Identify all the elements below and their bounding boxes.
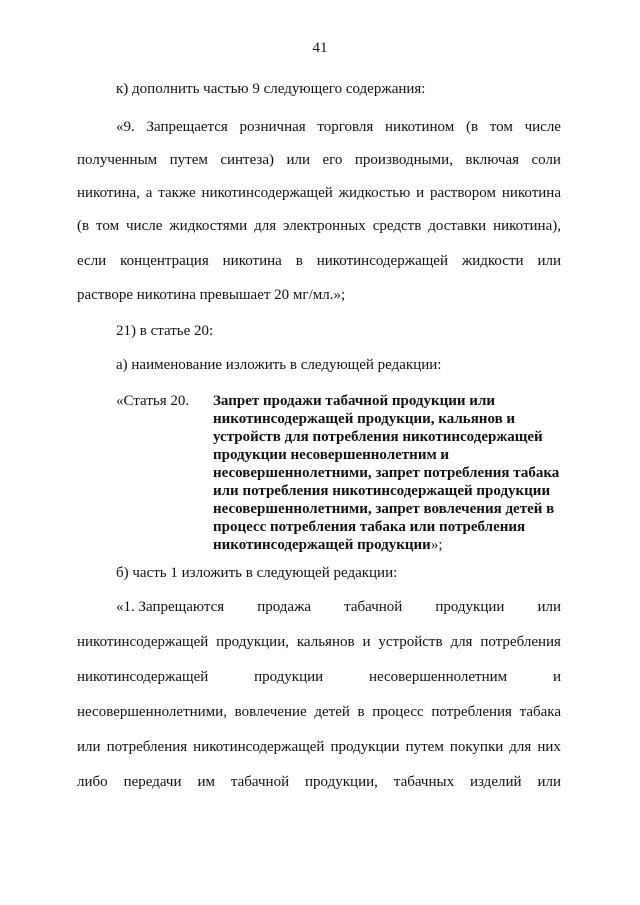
word: продукции, xyxy=(216,634,289,650)
part9-line-5 xyxy=(77,252,561,270)
word: никотинсодержащей xyxy=(193,739,325,755)
word: синтеза) xyxy=(220,152,275,168)
word: никотином xyxy=(385,119,455,135)
word: несовершеннолетними, xyxy=(77,704,227,720)
word: раствором xyxy=(429,185,497,201)
article-title-tail: »; xyxy=(430,537,443,553)
word: и xyxy=(552,669,561,685)
word: «9. xyxy=(116,119,135,135)
word: (в xyxy=(77,218,90,234)
article-title-last-line xyxy=(213,536,563,554)
word: передачи xyxy=(123,774,182,790)
word: путем xyxy=(169,152,208,168)
word: табачной xyxy=(344,599,403,615)
word: жидкостями xyxy=(169,218,248,234)
word: них xyxy=(537,739,561,755)
word: Запрещается xyxy=(146,119,228,135)
word: включая xyxy=(465,152,520,168)
word: для xyxy=(509,739,532,755)
part9-line-4 xyxy=(77,217,561,235)
word: в xyxy=(357,704,365,720)
part1-line-3 xyxy=(77,668,561,686)
word: или xyxy=(537,599,561,615)
article-title-line: несовершеннолетними, запрет вовлечения детей в xyxy=(213,501,555,517)
word: вовлечение xyxy=(234,704,307,720)
word: или xyxy=(286,152,311,168)
word: потребления xyxy=(480,634,561,650)
word: никотина xyxy=(222,253,282,269)
item-21: 21) в статье 20: xyxy=(116,323,214,339)
part9-line-1 xyxy=(116,118,561,136)
word: его xyxy=(322,152,343,168)
word: или xyxy=(77,739,101,755)
part1-line-5 xyxy=(77,738,561,756)
word: никотинсодержащей xyxy=(77,634,209,650)
word: изделий xyxy=(470,774,522,790)
word: табачных xyxy=(393,774,455,790)
word: никотинсодержащей xyxy=(201,185,333,201)
word: розничная xyxy=(239,119,306,135)
part1-line-4 xyxy=(77,703,561,721)
word: продажа xyxy=(257,599,312,615)
article-title-line: несовершеннолетними, запрет потребления табака xyxy=(213,465,560,481)
word: потребления xyxy=(431,704,512,720)
word: а xyxy=(145,185,153,201)
word: (в xyxy=(465,119,479,135)
word: для xyxy=(450,634,473,650)
word: также xyxy=(158,185,196,201)
word: том xyxy=(96,218,120,234)
article-title-line: Запрет продажи табачной продукции или xyxy=(213,393,495,409)
word: торговля xyxy=(317,119,374,135)
word: том xyxy=(489,119,513,135)
word: никотина), xyxy=(493,218,561,234)
word: табака xyxy=(519,704,561,720)
part1-line-2 xyxy=(77,633,561,651)
word: устройств xyxy=(378,634,443,650)
article-title-line: никотинсодержащей продукции, кальянов и xyxy=(213,411,516,427)
article-title xyxy=(213,392,563,554)
word: табачной xyxy=(230,774,290,790)
article-label: «Статья 20. xyxy=(116,393,190,409)
paragraph-k: к) дополнить частью 9 следующего содержания: xyxy=(116,81,426,97)
word: концентрация xyxy=(120,253,209,269)
word: кальянов xyxy=(296,634,355,650)
article-title-last-text: никотинсодержащей продукции xyxy=(213,537,431,553)
article-title-line: процесс потребления табака или потребления xyxy=(213,519,526,535)
word: доставки xyxy=(428,218,487,234)
word: или xyxy=(537,253,561,269)
word: полученным xyxy=(77,152,158,168)
word: никотина xyxy=(501,185,561,201)
word: жидкостью xyxy=(338,185,411,201)
word: никотинсодержащей xyxy=(316,253,448,269)
word: никотинсодержащей xyxy=(77,669,209,685)
word: для xyxy=(254,218,277,234)
word: никотина, xyxy=(77,185,140,201)
word: продукции xyxy=(330,739,400,755)
article-title-line: устройств для потребления никотинсодержащей xyxy=(213,429,543,445)
part1-line-1 xyxy=(116,598,561,616)
word: числе xyxy=(126,218,163,234)
word: продукции xyxy=(435,599,505,615)
word: либо xyxy=(77,774,108,790)
word: потребления xyxy=(106,739,188,755)
part1-line-6 xyxy=(77,773,561,791)
word: электронных xyxy=(283,218,366,234)
word: средств xyxy=(372,218,422,234)
item-a: а) наименование изложить в следующей редакции: xyxy=(116,357,442,373)
part9-last-line: растворе никотина превышает 20 мг/мл.»; xyxy=(77,287,346,303)
word: им xyxy=(197,774,215,790)
word: и xyxy=(416,185,425,201)
word: процесс xyxy=(372,704,424,720)
word: или xyxy=(537,774,561,790)
word: несовершеннолетним xyxy=(368,669,508,685)
word: «1. Запрещаются xyxy=(116,599,225,615)
word: путем xyxy=(405,739,444,755)
word: жидкости xyxy=(461,253,524,269)
word: числе xyxy=(524,119,561,135)
word: в xyxy=(295,253,303,269)
word: продукции, xyxy=(305,774,378,790)
word: детей xyxy=(314,704,350,720)
part9-line-3 xyxy=(77,184,561,202)
article-title-line: или потребления никотинсодержащей продукции xyxy=(213,483,551,499)
word: продукции xyxy=(254,669,324,685)
word: если xyxy=(77,253,107,269)
word: производными, xyxy=(354,152,453,168)
word: соли xyxy=(531,152,561,168)
page-number: 41 xyxy=(312,40,328,56)
word: покупки xyxy=(449,739,504,755)
article-title-line: продукции несовершеннолетним и xyxy=(213,447,450,463)
part9-line-2 xyxy=(77,151,561,169)
word: и xyxy=(362,634,371,650)
item-b: б) часть 1 изложить в следующей редакции: xyxy=(116,565,398,581)
